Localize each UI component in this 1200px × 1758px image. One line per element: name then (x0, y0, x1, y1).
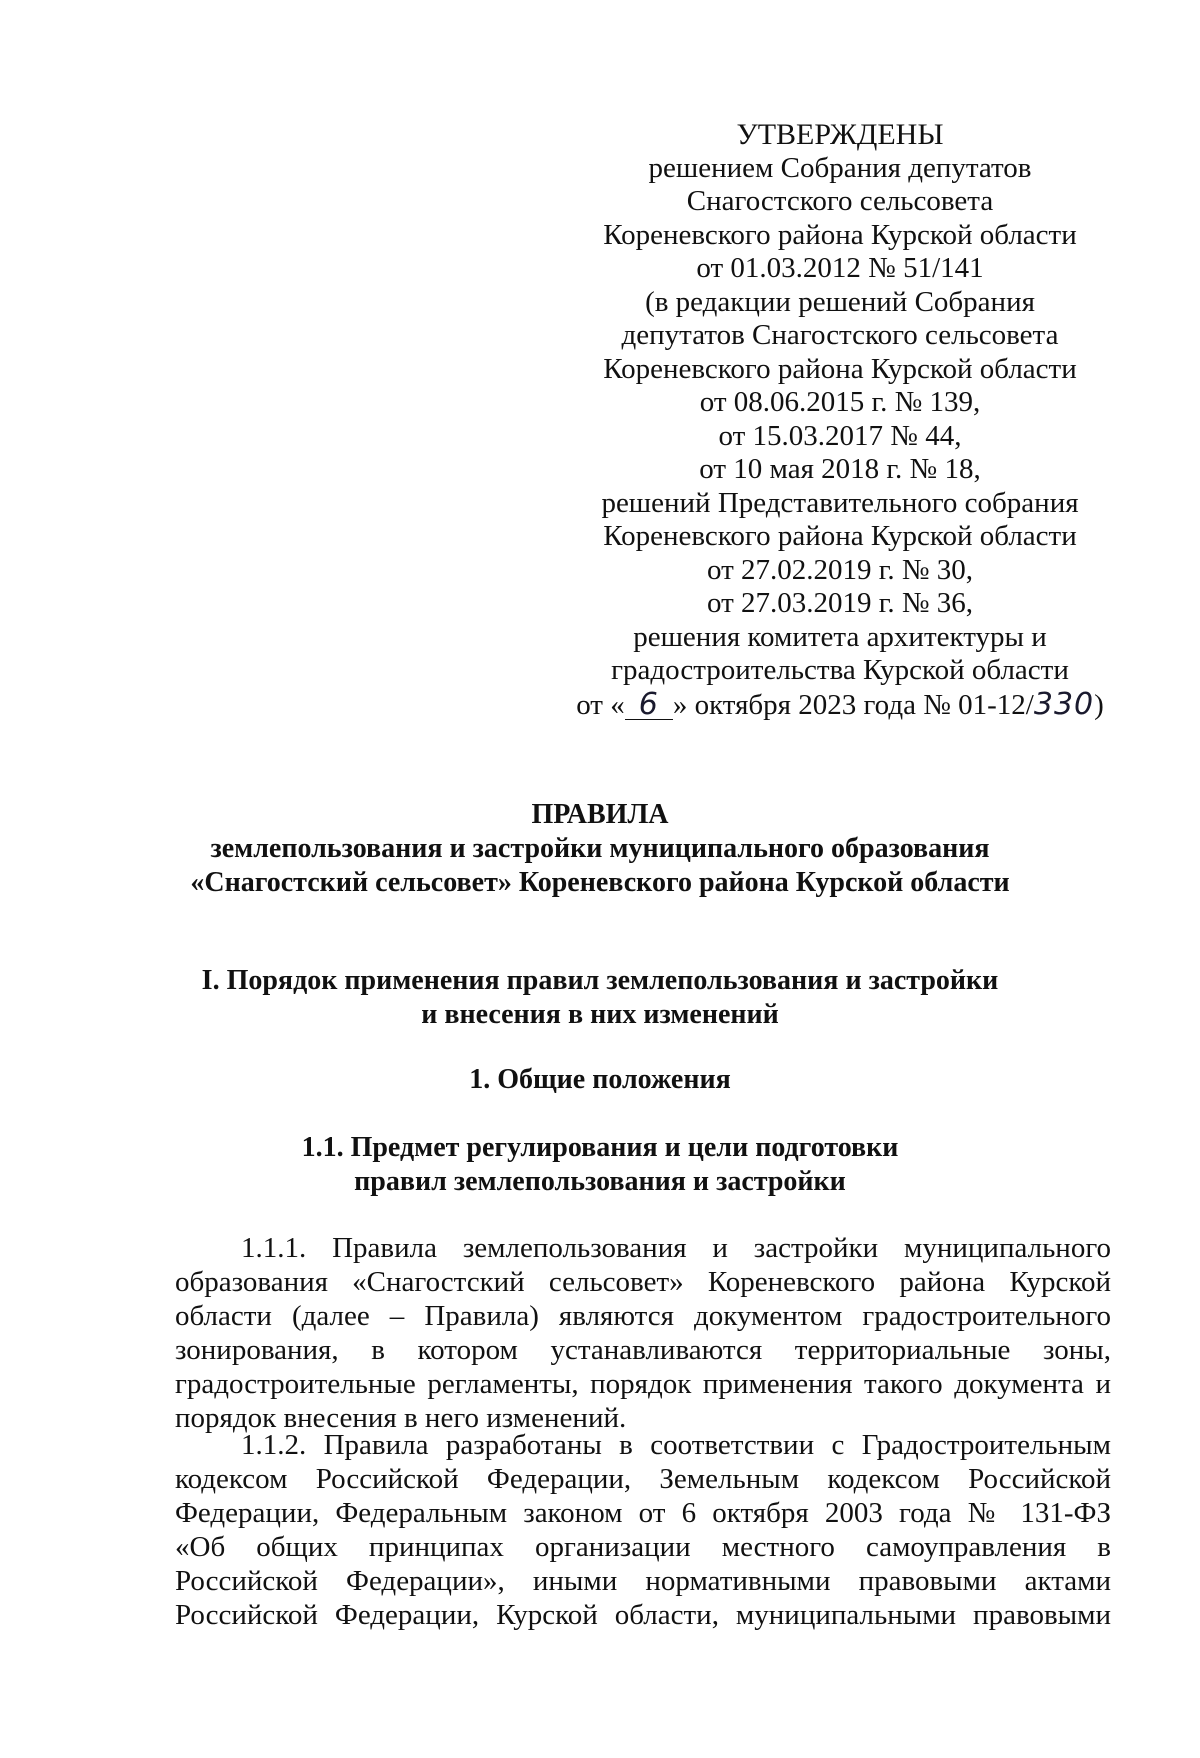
date-prefix: от « (576, 688, 625, 721)
title-line: «Снагостский сельсовет» Кореневского района Курской области (190, 867, 1010, 898)
handwritten-day: 6 (638, 686, 659, 722)
paragraph-line: Российской Федерации, Курской области, муниципальными правовыми (175, 1599, 1111, 1631)
paragraph-line: Российской Федерации», иными нормативными правовыми актами (175, 1565, 1111, 1597)
document-title (100, 798, 1100, 900)
paragraph-line: Федерации, Федеральным законом от 6 октября 2003 года № 131-ФЗ (175, 1497, 1111, 1529)
approval-line: решений Представительного собрания (601, 486, 1079, 519)
paragraph-line: образования «Снагостский сельсовет» Кореневского района Курской (175, 1266, 1111, 1298)
subsection-heading-line: 1. Общие положения (469, 1064, 731, 1095)
date-suffix: ) (1094, 688, 1104, 721)
approval-line: Кореневского района Курской области (603, 520, 1077, 552)
title-line: землепользования и застройки муниципального образования (210, 833, 990, 864)
approval-heading: УТВЕРЖДЕНЫ (736, 118, 944, 151)
approval-line: (в редакции решений Собрания (645, 285, 1035, 318)
approval-line: от 27.03.2019 г. № 36, (706, 587, 974, 619)
approval-line: Кореневского района Курской области (603, 352, 1077, 385)
section-heading-line: и внесения в них изменений (421, 999, 779, 1030)
approval-line: градостроительства Курской области (611, 654, 1069, 686)
subsection-heading (100, 1063, 1100, 1097)
clause-heading-line: правил землепользования и застройки (354, 1166, 846, 1197)
approval-line: от 01.03.2012 № 51/141 (696, 252, 984, 284)
approval-line: от 27.02.2019 г. № 30, (706, 553, 974, 586)
clause-heading-line: 1.1. Предмет регулирования и цели подготовки (301, 1132, 899, 1163)
paragraph-line: 1.1.2. Правила разработаны в соответствии с Градостроительным (241, 1429, 1111, 1461)
paragraph-1-1-1 (175, 1231, 1111, 1435)
title-main: ПРАВИЛА (531, 799, 669, 830)
approval-line: от 08.06.2015 г. № 139, (699, 386, 981, 418)
paragraph-line: зонирования, в котором устанавливаются территориальные зоны, (175, 1334, 1111, 1366)
clause-heading (100, 1131, 1100, 1199)
handwritten-day-field (625, 686, 673, 722)
paragraph-line: градостроительные регламенты, порядок применения такого документа и (175, 1368, 1111, 1400)
paragraph-line: 1.1.1. Правила землепользования и застройки муниципального (241, 1232, 1111, 1264)
date-middle: » октября 2023 года № 01-12/ (672, 688, 1034, 721)
paragraph-line: кодексом Российской Федерации, Земельным кодексом Российской (175, 1463, 1111, 1495)
approval-line: от 10 мая 2018 г. № 18, (699, 453, 981, 485)
paragraph-1-1-2 (175, 1428, 1111, 1632)
paragraph-line: области (далее – Правила) являются документом градостроительного (175, 1300, 1111, 1332)
approval-date-line (560, 688, 1120, 723)
approval-line: от 15.03.2017 № 44, (718, 419, 962, 452)
paragraph-line: «Об общих принципах организации местного самоуправления в (175, 1531, 1111, 1563)
approval-line: решением Собрания депутатов (648, 151, 1032, 184)
approval-line: депутатов Снагостского сельсовета (621, 319, 1059, 351)
approval-line: Кореневского района Курской области (603, 218, 1077, 251)
approval-block (560, 118, 1120, 722)
handwritten-number: 330 (1033, 686, 1095, 722)
paragraph-line: порядок внесения в него изменений. (175, 1402, 627, 1434)
section-heading (100, 964, 1100, 1032)
approval-line: решения комитета архитектуры и (633, 620, 1047, 653)
approval-line: Снагостского сельсовета (686, 185, 994, 217)
section-heading-line: I. Порядок применения правил землепользования и застройки (201, 965, 999, 996)
